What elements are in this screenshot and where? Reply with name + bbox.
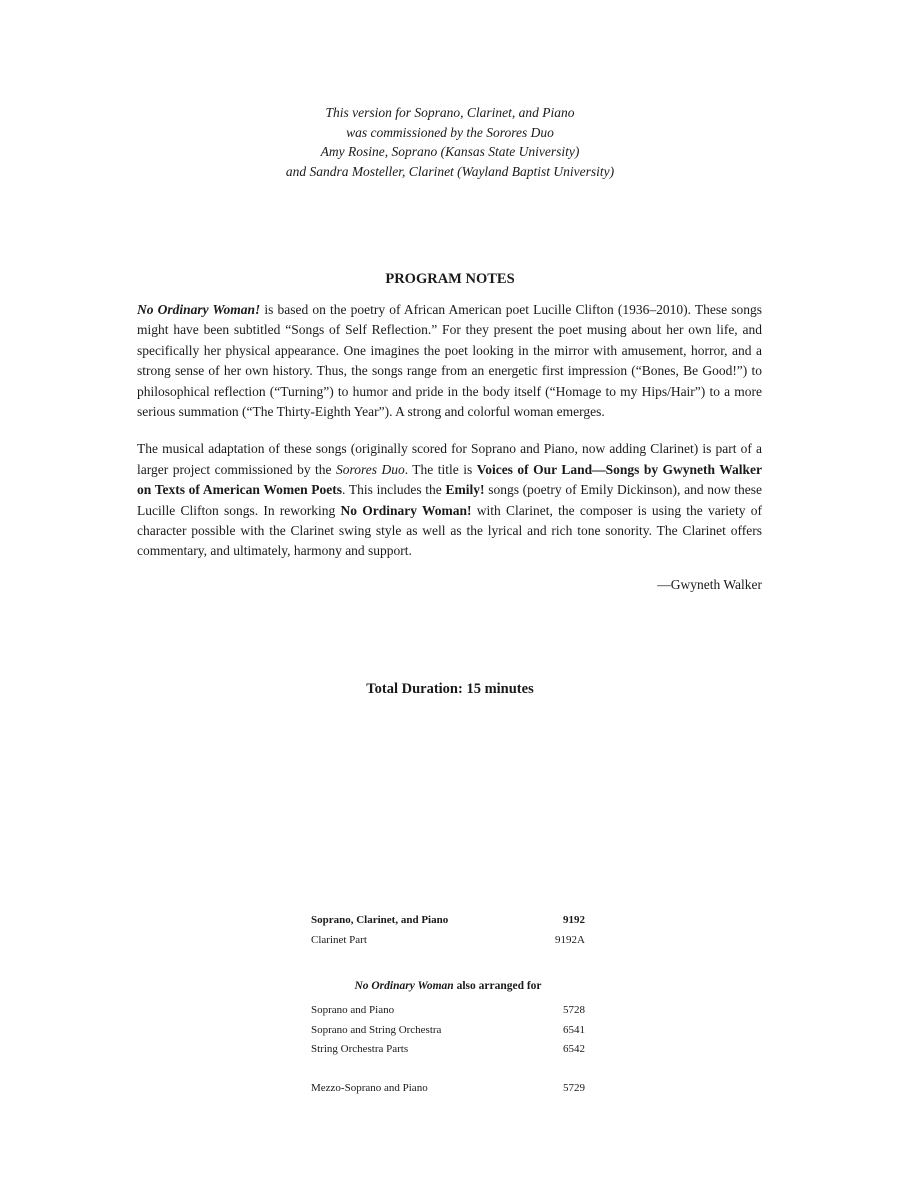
commission-statement [0,103,900,181]
commission-line-1: This version for Soprano, Clarinet, and Piano [325,105,575,120]
catalog-label: Soprano and Piano [311,1004,395,1016]
catalog-number: 6541 [563,1023,585,1036]
catalog-number: 5728 [563,1004,585,1016]
arrangements-heading-title: No Ordinary Woman [354,980,454,992]
commission-line-4: and Sandra Mosteller, Clarinet (Wayland Baptist University) [285,163,615,179]
catalog-row [311,1021,585,1041]
catalog-row [311,931,585,951]
catalog-row [311,911,585,931]
catalog-label: String Orchestra Parts [311,1043,409,1055]
p2-project-title: Voices of Our Land—Songs by Gwyneth Walker on Texts of American Women Poets [137,461,762,498]
program-notes-paragraph-1 [137,300,762,422]
catalog-number: 9192 [563,914,585,926]
catalog-label: Soprano, Clarinet, and Piano [311,914,449,926]
commission-line-3: Amy Rosine, Soprano (Kansas State University) [320,144,580,159]
p2-text-4: songs (poetry of Emily Dickinson), and now these Lucille Clifton songs. In reworking [137,482,762,518]
spacer [311,1060,585,1079]
paragraph-1-text: is based on the poetry of African American poet Lucille Clifton (1936–2010). These songs might have been subtitled “Songs of Self Reflection.” For they present the poet musing about her own life, and specifically her physical appearance. One imagines the poet looking in the mirror with amusement, horror, and a strong sense of her own history. Thus, the songs range from an energetic first impression (“Bones, Be Good!”) to philosophical reflection (“Turning”) to humor and pride in the body itself (“Homage to my Hips/Hair”) to a more serious summation (“The Thirty-Eighth Year”). A strong and colorful woman emerges. [137,302,762,420]
catalog-label: Clarinet Part [311,933,367,946]
catalog-label: Soprano and String Orchestra [311,1023,442,1036]
catalog-row [311,1001,585,1021]
arrangements-heading-text: also arranged for [453,980,542,992]
program-notes-paragraph-2 [137,439,762,561]
program-notes-title: PROGRAM NOTES [385,271,515,287]
p2-work-title: No Ordinary Woman! [340,502,472,518]
catalog-listing [311,911,585,1098]
author-signature: —Gwyneth Walker [657,576,762,592]
p2-text-2: . The title is [404,461,477,477]
total-duration: Total Duration: 15 minutes [366,681,534,697]
p2-emily-title: Emily! [445,482,485,498]
catalog-number: 6542 [563,1043,585,1055]
work-title: No Ordinary Woman! [137,302,261,317]
catalog-number: 9192A [555,933,585,946]
catalog-number: 5729 [563,1081,585,1094]
catalog-row [311,1040,585,1060]
catalog-row [311,1079,585,1099]
program-notes-body [137,300,762,595]
p2-text-5: with Clarinet, the composer is using the variety of character possible with the Clarinet swing style as well as the lyrical and rich tone sonority. The Clarinet offers commentary, and ultimately, harmony and support. [137,502,762,559]
catalog-label: Mezzo-Soprano and Piano [311,1081,428,1094]
p2-duo-name: Sorores Duo [336,461,405,477]
arrangements-heading [311,977,585,995]
p2-text-1: The musical adaptation of these songs (originally scored for Soprano and Piano, now adding Clarinet) is part of a larger project commissioned by the [137,441,762,477]
commission-line-2: was commissioned by the Sorores Duo [346,124,554,140]
p2-text-3: . This includes the [342,482,446,498]
